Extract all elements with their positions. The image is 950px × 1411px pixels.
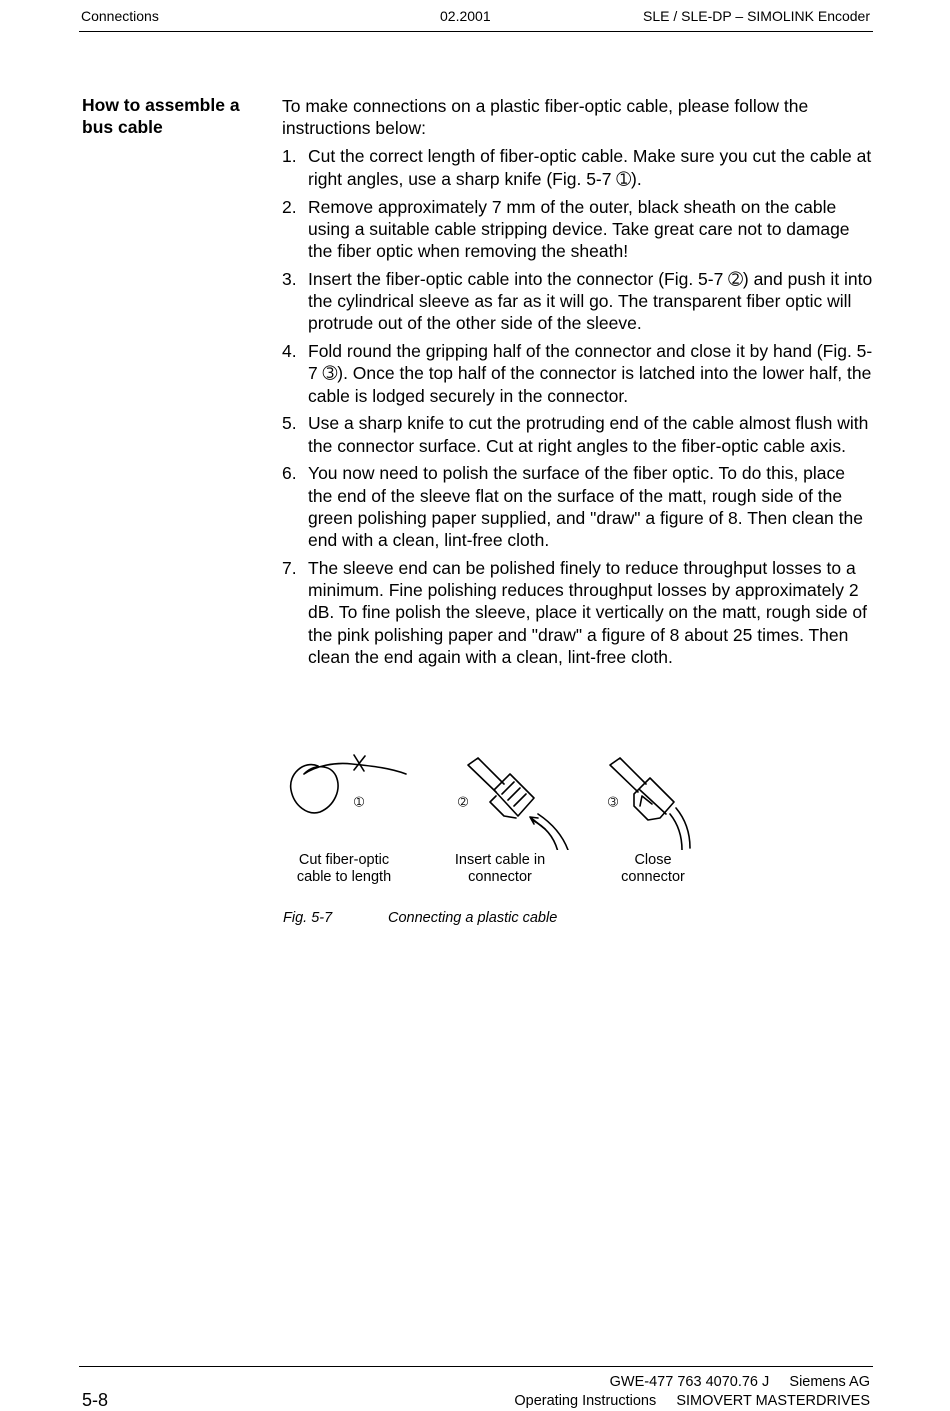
marker-2: ➁ xyxy=(458,795,469,809)
coiled-cable-drawing xyxy=(291,763,406,812)
step-text: You now need to polish the surface of the fiber optic. To do this, place the end of the sleeve flat on the surface of the matt, rough side of the green polishing paper supplied, and "draw" a figure of 8. Then clean the end with a clean, lint-free cloth. xyxy=(308,463,863,551)
figure-caption: Connecting a plastic cable xyxy=(388,910,558,926)
insert-arrow-icon xyxy=(530,817,545,829)
header-document-title: SLE / SLE-DP – SIMOLINK Encoder xyxy=(643,8,870,24)
insert-cable-drawing xyxy=(532,814,568,850)
list-item xyxy=(282,196,874,263)
step-number: 3. xyxy=(282,268,297,289)
step-text: Remove approximately 7 mm of the outer, black sheath on the cable using a suitable cable stripping device. Take great care not to damage the fiber optic when removing the sheath! xyxy=(308,196,850,261)
step-number: 4. xyxy=(282,341,297,362)
list-item xyxy=(282,412,874,456)
step-number: 7. xyxy=(282,557,297,578)
step-text: Use a sharp knife to cut the protruding end of the cable almost flush with the connector surface. Cut at right angles to the fiber-optic cable axis. xyxy=(308,413,869,456)
footer-manual-title: Operating Instructions SIMOVERT MASTERDRIVES xyxy=(514,1393,870,1409)
step-number: 5. xyxy=(282,413,297,434)
header-date: 02.2001 xyxy=(440,8,491,24)
marker-1: ➀ xyxy=(354,795,365,809)
caption-cut: Cut fiber-optic cable to length xyxy=(296,852,392,885)
connector-figure xyxy=(282,750,702,900)
step-text: Insert the fiber-optic cable into the connector (Fig. 5-7 ➁) and push it into the cylindrical sleeve as far as it will go. The transparent fiber optic will protrude out of the other side of the sleeve. xyxy=(308,268,873,334)
connected-cable-drawing xyxy=(670,808,690,850)
list-item xyxy=(282,557,874,668)
list-item xyxy=(282,145,874,189)
side-heading: How to assemble a bus cable xyxy=(82,95,240,137)
page-number: 5-8 xyxy=(82,1390,109,1410)
step-text: Fold round the gripping half of the connector and close it by hand (Fig. 5-7 ➂). Once the top half of the connector is latched into the lower half, the cable is lodged securely in the connector. xyxy=(308,341,873,406)
header-rule xyxy=(79,31,873,32)
instructions-body xyxy=(282,95,874,674)
footer-rule xyxy=(79,1366,873,1367)
caption-insert: Insert cable in connector xyxy=(454,852,546,885)
list-item xyxy=(282,340,874,407)
list-item xyxy=(282,268,874,335)
fiber-cable-drawing xyxy=(468,758,504,792)
step-text: The sleeve end can be polished finely to reduce throughput losses to a minimum. Fine polishing reduces throughput losses by approximately 2 dB. To fine polish the sleeve, place it vertically on the matt, rough side of the pink polishing paper and "draw" a figure of 8 about 25 times. Then clean the end again with a clean, lint-free cloth. xyxy=(308,557,868,667)
footer-document-number: GWE-477 763 4070.76 J Siemens AG xyxy=(609,1374,870,1390)
step-number: 2. xyxy=(282,196,297,217)
figure-number: Fig. 5-7 xyxy=(283,910,333,926)
step-number: 6. xyxy=(282,463,297,484)
steps-list xyxy=(282,145,874,668)
intro-paragraph: To make connections on a plastic fiber-optic cable, please follow the instructions below: xyxy=(282,96,809,139)
connector-illustrations xyxy=(282,750,702,850)
cut-mark-icon xyxy=(354,755,365,771)
step-text: Cut the correct length of fiber-optic cable. Make sure you cut the cable at right angles, use a sharp knife (Fig. 5-7 ➀). xyxy=(308,146,872,189)
header-section-title: Connections xyxy=(81,8,159,24)
closed-connector-drawing xyxy=(634,778,674,820)
close-arrow-icon xyxy=(640,796,652,806)
list-item xyxy=(282,462,874,551)
caption-close: Close connector xyxy=(621,852,685,885)
marker-3: ➂ xyxy=(608,795,619,809)
step-number: 1. xyxy=(282,146,297,167)
open-connector-drawing xyxy=(490,774,534,818)
